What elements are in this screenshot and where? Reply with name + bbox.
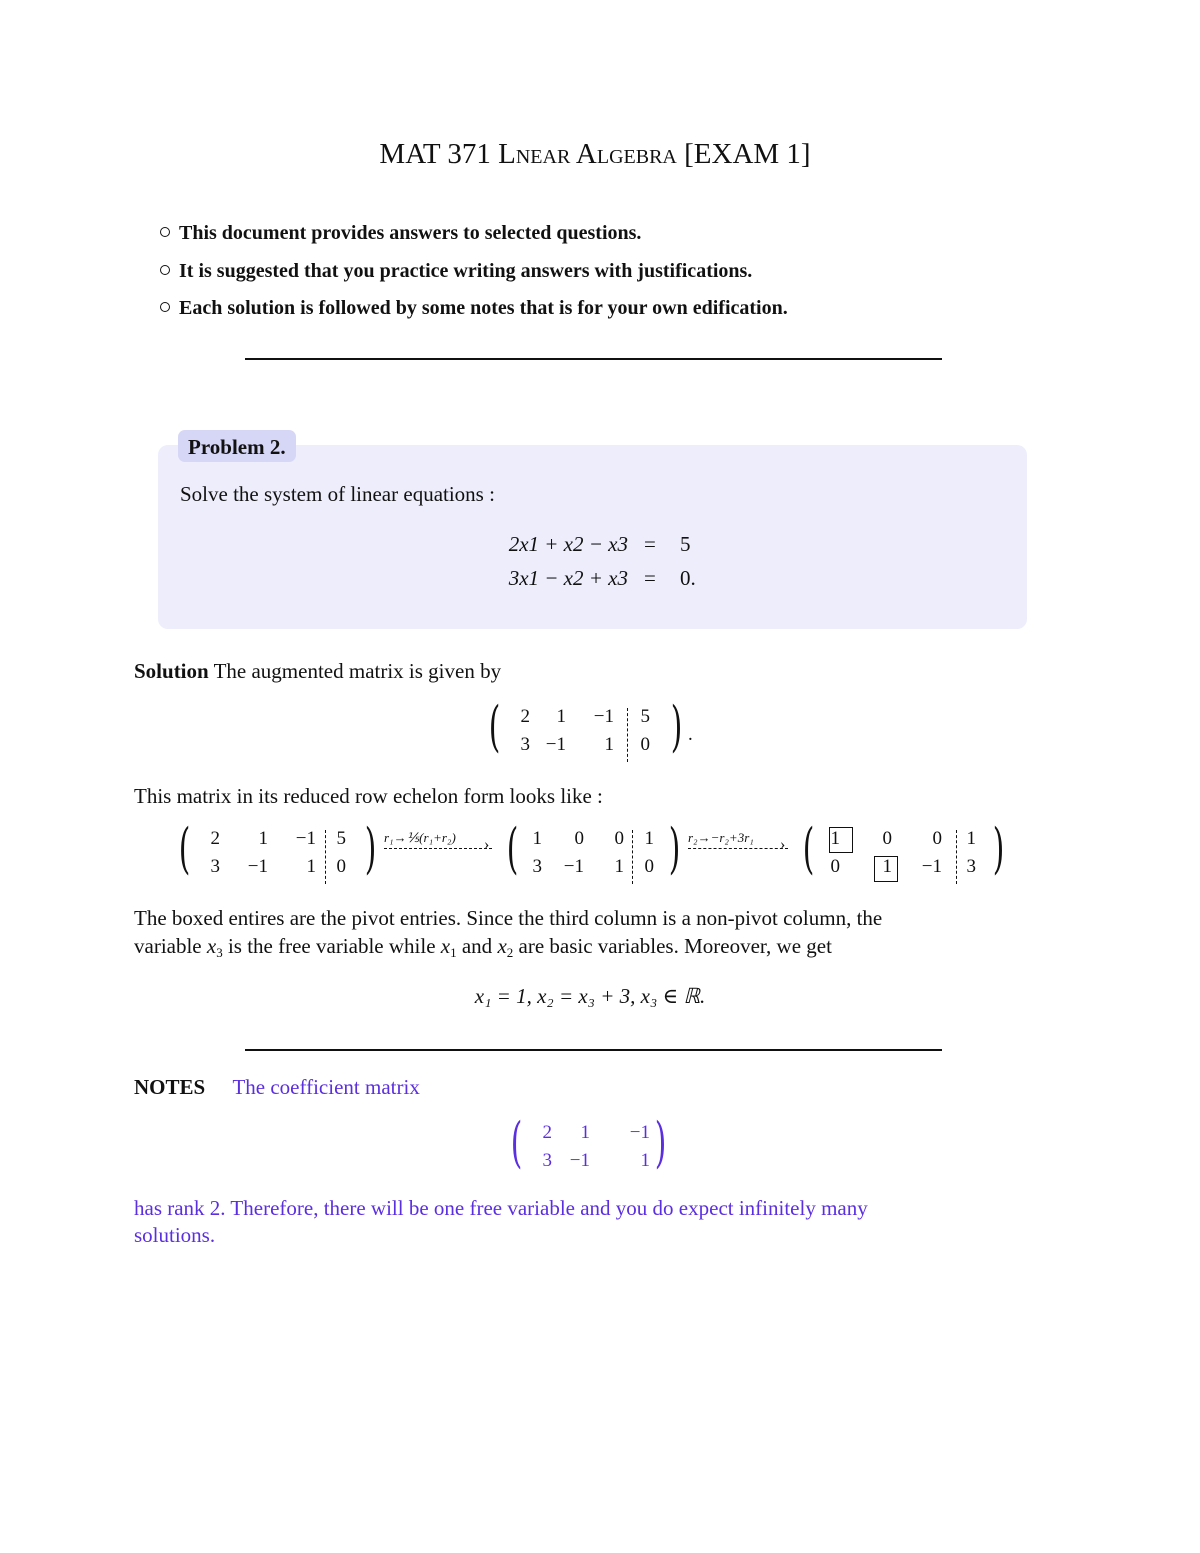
notes-label: NOTES bbox=[134, 1075, 206, 1099]
matrix-cell: 1 bbox=[532, 828, 542, 849]
pivot-entry: 1 bbox=[882, 856, 892, 877]
left-paren: ( bbox=[506, 817, 519, 880]
matrix-cell: 1 bbox=[306, 856, 316, 877]
augment-divider bbox=[956, 830, 957, 884]
matrix-cell: 1 bbox=[580, 1122, 590, 1143]
matrix-cell: −1 bbox=[629, 1122, 650, 1143]
augment-divider bbox=[627, 708, 628, 762]
matrix-cell: 3 bbox=[210, 856, 220, 877]
matrix-cell: −1 bbox=[921, 856, 942, 877]
arrowhead-2-icon: › bbox=[780, 836, 786, 853]
matrix-cell: 0 bbox=[830, 856, 840, 877]
equation-1-lhs: 2x1 + x2 − x3 bbox=[508, 532, 628, 556]
equation-2-lhs: 3x1 − x2 + x3 bbox=[508, 566, 628, 590]
right-paren: ) bbox=[654, 1111, 667, 1174]
matrix-cell: 3 bbox=[532, 856, 542, 877]
left-paren: ( bbox=[802, 817, 815, 880]
notes-line-1: has rank 2. Therefore, there will be one free variable and you do expect infinitely many bbox=[134, 1196, 868, 1220]
solution-text: The augmented matrix is given by bbox=[213, 659, 502, 683]
notes-heading bbox=[134, 1075, 420, 1100]
bullet-circle-icon bbox=[160, 265, 170, 275]
bullet-item: This document provides answers to selected questions. bbox=[160, 218, 788, 256]
row-operation-2: r₂→−r₂+3r₁ bbox=[688, 830, 754, 845]
matrix-cell: 1 bbox=[966, 828, 976, 849]
matrix-cell: −1 bbox=[569, 1150, 590, 1171]
matrix-cell: −1 bbox=[563, 856, 584, 877]
matrix-cell: 1 bbox=[644, 828, 654, 849]
arrow-2-icon bbox=[688, 848, 788, 849]
period: . bbox=[688, 724, 693, 745]
matrix-cell: 1 bbox=[604, 734, 614, 755]
matrix-cell: 1 bbox=[640, 1150, 650, 1171]
right-paren: ) bbox=[992, 817, 1005, 880]
equation-2-sign: = bbox=[644, 566, 656, 590]
matrix-cell: 0 bbox=[644, 856, 654, 877]
matrix-cell: 3 bbox=[966, 856, 976, 877]
coefficient-matrix bbox=[510, 1111, 682, 1180]
augment-divider bbox=[632, 830, 633, 884]
row-operation-1: r₁→⅕(r₁+r₂) bbox=[384, 830, 456, 845]
matrix-cell: 0 bbox=[640, 734, 650, 755]
matrix-cell: 2 bbox=[542, 1122, 552, 1143]
bullet-circle-icon bbox=[160, 227, 170, 237]
matrix-cell: 2 bbox=[520, 706, 530, 727]
left-paren: ( bbox=[488, 695, 501, 758]
general-solution: x₁ = 1, x₂ = x₃ + 3, x₃ ∈ ℝ. bbox=[474, 984, 706, 1008]
matrix-cell: 1 bbox=[556, 706, 566, 727]
matrix-cell: −1 bbox=[295, 828, 316, 849]
bullet-item: Each solution is followed by some notes that is for your own edification. bbox=[160, 293, 788, 331]
page-title: MAT 371 Lnear Algebra [EXAM 1] bbox=[379, 138, 811, 170]
matrix-cell: 0 bbox=[932, 828, 942, 849]
divider bbox=[245, 1049, 942, 1051]
equation-1-rhs: 5 bbox=[680, 532, 691, 556]
explanation-line-1: The boxed entires are the pivot entries. Since the third column is a non-pivot column, the bbox=[134, 906, 883, 930]
rref-intro: This matrix in its reduced row echelon form looks like : bbox=[134, 784, 603, 808]
notes-text: The coefficient matrix bbox=[232, 1075, 420, 1099]
problem-intro: Solve the system of linear equations : bbox=[180, 482, 495, 506]
arrow-1-icon bbox=[384, 848, 492, 849]
right-paren: ) bbox=[670, 695, 683, 758]
matrix-cell: −1 bbox=[593, 706, 614, 727]
matrix-cell: −1 bbox=[247, 856, 268, 877]
problem-tag: Problem 2. bbox=[178, 430, 296, 462]
bullet-item: It is suggested that you practice writing answers with justifications. bbox=[160, 256, 788, 294]
matrix-cell: −1 bbox=[545, 734, 566, 755]
bullet-circle-icon bbox=[160, 302, 170, 312]
equation-2-rhs: 0. bbox=[680, 566, 696, 590]
intro-bullets bbox=[160, 218, 788, 331]
left-paren: ( bbox=[510, 1111, 523, 1174]
matrix-cell: 3 bbox=[542, 1150, 552, 1171]
notes-line-2: solutions. bbox=[134, 1223, 216, 1247]
matrix-cell: 0 bbox=[614, 828, 624, 849]
matrix-cell: 2 bbox=[210, 828, 220, 849]
matrix-cell: 5 bbox=[336, 828, 346, 849]
matrix-cell: 0 bbox=[336, 856, 346, 877]
solution-label: Solution bbox=[134, 659, 209, 683]
row-reduction-chain bbox=[178, 817, 1010, 886]
arrowhead-1-icon: › bbox=[484, 836, 490, 853]
solution-intro bbox=[134, 659, 501, 684]
augmented-matrix bbox=[488, 695, 693, 764]
right-paren: ) bbox=[364, 817, 377, 880]
matrix-cell: 0 bbox=[882, 828, 892, 849]
explanation-line-2: variable $x_3$ is the free variable while $x_1$ and $x_2$ are basic variables. Moreover, we get bbox=[134, 934, 832, 960]
matrix-cell: 5 bbox=[640, 706, 650, 727]
matrix-cell: 0 bbox=[574, 828, 584, 849]
augment-divider bbox=[325, 830, 326, 884]
matrix-cell: 3 bbox=[520, 734, 530, 755]
matrix-cell: 1 bbox=[614, 856, 624, 877]
equation-1-sign: = bbox=[644, 532, 656, 556]
divider bbox=[245, 358, 942, 360]
right-paren: ) bbox=[668, 817, 681, 880]
matrix-cell: 1 bbox=[258, 828, 268, 849]
left-paren: ( bbox=[178, 817, 191, 880]
pivot-entry: 1 bbox=[830, 828, 840, 849]
